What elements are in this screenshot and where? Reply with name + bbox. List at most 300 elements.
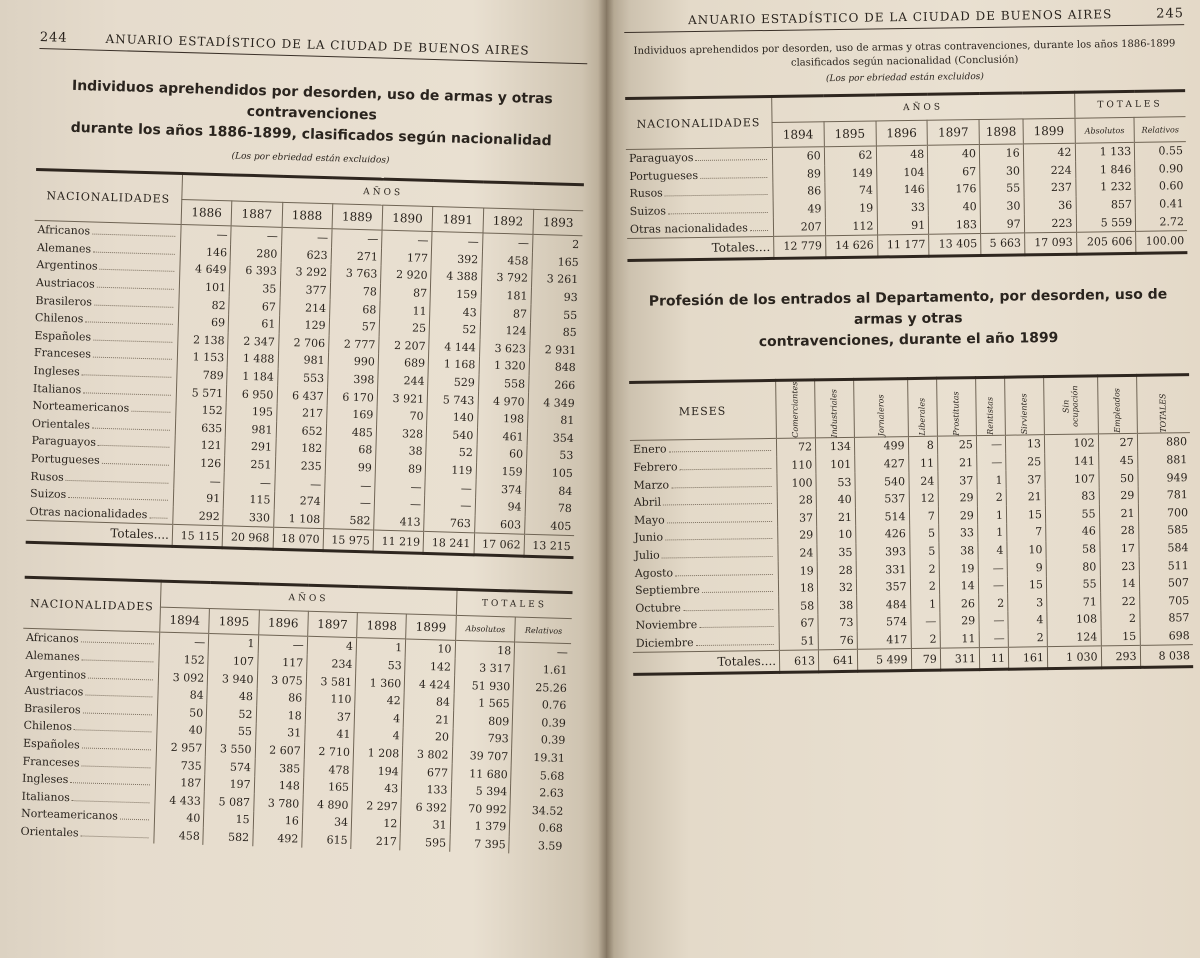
row-label-text: Otras nacionalidades <box>629 220 748 236</box>
row-label-text: Suizos <box>629 204 667 219</box>
cell-value: 29 <box>940 612 979 630</box>
cell-value: 5 <box>909 525 938 543</box>
cell-value: 2 706 <box>278 333 329 352</box>
year-header-1886: 1886 <box>181 200 232 226</box>
cell-value: — <box>258 635 308 654</box>
cell-value: 37 <box>1006 470 1045 488</box>
cell-value: 176 <box>928 180 980 198</box>
cell-value: 1 232 <box>1075 178 1135 196</box>
cell-value: 71 <box>1047 593 1101 611</box>
row-label-text: Franceses <box>33 346 92 362</box>
left-title-line1: Individuos aprehendidos por desorden, uso de armas y otras contravenciones <box>71 77 553 124</box>
cell-value: 458 <box>154 826 204 845</box>
row-label <box>17 822 154 843</box>
cell-value: — <box>375 477 426 496</box>
total-value: 5 663 <box>981 233 1025 256</box>
cell-value: 89 <box>773 165 825 183</box>
cell-value: 2 607 <box>255 741 305 760</box>
cell-value: 223 <box>1024 214 1076 233</box>
cell-value: 5 <box>909 542 938 560</box>
cell-value: — <box>174 471 225 490</box>
cell-value: 18 <box>256 706 306 725</box>
total-value: 161 <box>1008 647 1047 670</box>
cell-value: 3.59 <box>509 836 566 855</box>
right-note: (Los por ebriedad están excluidos) <box>825 71 984 85</box>
right-page-number: 245 <box>1156 6 1185 22</box>
total-value: 18 070 <box>273 527 324 550</box>
cell-value: 981 <box>278 351 329 370</box>
cell-value: 3 581 <box>306 672 356 691</box>
cell-value: 3 317 <box>454 659 514 678</box>
cell-value: — <box>514 642 571 662</box>
cell-value: 23 <box>1100 557 1139 575</box>
cell-value: 584 <box>1138 539 1191 557</box>
cell-value: 40 <box>928 198 980 216</box>
cell-value: 949 <box>1137 468 1190 486</box>
cell-value: 85 <box>530 323 580 342</box>
month-label-text: Septiembre <box>634 583 700 598</box>
cell-value: 2 <box>1100 610 1139 628</box>
cell-value: — <box>432 232 483 251</box>
row-label-text: Italianos <box>21 789 71 804</box>
cell-value: 58 <box>779 597 818 615</box>
column-header <box>815 379 855 438</box>
row-label-text: Norteamericanos <box>20 807 119 823</box>
cell-value: 478 <box>304 760 354 779</box>
cell-value: 84 <box>158 685 208 704</box>
total-value: 12 779 <box>774 236 826 259</box>
left-title-line2: durante los años 1886-1899, clasificados según nacionalidad <box>70 119 552 150</box>
row-label-text: Alemanes <box>36 240 92 256</box>
cell-value: 68 <box>325 440 376 459</box>
cell-value: 540 <box>855 472 909 490</box>
cell-value: 29 <box>778 526 817 544</box>
cell-value: 385 <box>254 759 304 778</box>
cell-value: 0.39 <box>512 731 569 750</box>
cell-value: 124 <box>1047 628 1101 647</box>
cell-value: 2 777 <box>328 335 379 354</box>
cell-value: 83 <box>1045 487 1099 505</box>
column-header-text: Comerciantes <box>790 381 801 438</box>
cell-value: 58 <box>1046 540 1100 558</box>
cell-value: 1 360 <box>355 673 405 692</box>
cell-value: 80 <box>1046 558 1100 576</box>
cell-value: 35 <box>817 543 856 561</box>
cell-value: 105 <box>526 463 576 482</box>
cell-value: 2 <box>911 630 940 649</box>
row-label <box>627 201 774 221</box>
cell-value: 6 392 <box>401 798 451 817</box>
cell-value: 68 <box>329 300 380 319</box>
cell-value: 217 <box>276 404 327 423</box>
cell-value: 126 <box>174 454 225 473</box>
cell-value: 38 <box>376 442 427 461</box>
cell-value: 405 <box>524 516 574 535</box>
cell-value: 809 <box>453 711 513 730</box>
cell-value: — <box>159 632 209 651</box>
cell-value: 0.76 <box>513 695 570 714</box>
cell-value: — <box>978 577 1007 595</box>
cell-value: 43 <box>352 779 402 798</box>
month-label-text: Abril <box>633 495 662 510</box>
total-value: 1 030 <box>1047 646 1101 669</box>
cell-value: 41 <box>305 725 355 744</box>
cell-value: 2 <box>1008 629 1047 648</box>
cell-value: 107 <box>1045 470 1099 488</box>
cell-value: 33 <box>877 199 929 217</box>
year-header-1893: 1893 <box>533 209 583 235</box>
left-running-title: ANUARIO ESTADÍSTICO DE LA CIUDAD DE BUENOS AIRES <box>105 31 530 58</box>
cell-value: 67 <box>928 163 980 181</box>
cell-value: 4 <box>307 636 357 655</box>
cell-value: 29 <box>938 507 977 525</box>
cell-value: 689 <box>378 354 429 373</box>
cell-value: 28 <box>1099 522 1138 540</box>
row-label-text: Paraguayos <box>31 434 97 450</box>
cell-value: 2.63 <box>510 783 567 802</box>
cell-value: 3 550 <box>206 740 256 759</box>
cell-value: 55 <box>206 722 256 741</box>
cell-value: 182 <box>275 439 326 458</box>
cell-value: 24 <box>778 544 817 562</box>
month-label-text: Marzo <box>633 477 670 492</box>
month-label <box>632 580 779 600</box>
cell-value: 14 <box>1100 575 1139 593</box>
years-group-header-3: AÑOS <box>772 92 1075 122</box>
month-label <box>630 474 777 494</box>
cell-value: 540 <box>426 425 477 444</box>
cell-value: — <box>976 435 1005 454</box>
cell-value: 40 <box>157 721 207 740</box>
cell-value: 67 <box>779 614 818 632</box>
cell-value: 458 <box>482 251 533 270</box>
cell-value: 61 <box>228 314 279 333</box>
month-label-text: Mayo <box>633 513 665 527</box>
cell-value: 3 802 <box>403 745 453 764</box>
profession-table-1899 <box>629 373 1193 676</box>
cell-value: 574 <box>857 613 911 631</box>
cell-value: 377 <box>280 281 331 300</box>
cell-value: 25 <box>937 436 976 455</box>
cell-value: — <box>382 230 433 249</box>
right-running-head <box>624 6 1184 33</box>
cell-value: 198 <box>477 409 528 428</box>
cell-value: 266 <box>528 376 578 395</box>
cell-value: 11 <box>380 301 431 320</box>
cell-value: 149 <box>824 164 876 182</box>
cell-value: 15 <box>204 810 254 829</box>
cell-value: 121 <box>175 436 226 455</box>
cell-value: 417 <box>857 631 911 650</box>
column-header <box>776 380 816 439</box>
cell-value: 21 <box>403 710 453 729</box>
total-value: 15 115 <box>172 524 223 547</box>
cell-value: 48 <box>207 687 257 706</box>
years-group-header: AÑOS <box>182 174 584 211</box>
column-header <box>854 379 908 438</box>
cell-value: 292 <box>173 506 224 525</box>
cell-value: 100 <box>777 474 816 492</box>
cell-value: 70 <box>377 406 428 425</box>
cell-value: 3 261 <box>531 270 581 289</box>
cell-value: 187 <box>155 773 205 792</box>
column-header-text: Jornaleros <box>876 394 886 437</box>
cell-value: 585 <box>1138 521 1191 539</box>
cell-value: 70 992 <box>450 799 510 818</box>
cell-value: 21 <box>816 508 855 526</box>
row-label-text: Orientales <box>20 824 79 840</box>
cell-value: 102 <box>1044 434 1098 453</box>
column-header-text: Prostitutas <box>951 391 962 436</box>
total-value: 13 215 <box>524 534 574 557</box>
cell-value: 274 <box>274 492 325 511</box>
cell-value: 37 <box>777 509 816 527</box>
row-label-text: Portugueses <box>30 451 100 467</box>
cell-value: 197 <box>205 775 255 794</box>
cell-value: 392 <box>431 250 482 269</box>
cell-value: 115 <box>223 490 274 509</box>
cell-value: 0.41 <box>1135 195 1186 213</box>
cell-value: 21 <box>1006 488 1045 506</box>
cell-value: 42 <box>355 691 405 710</box>
cell-value: 582 <box>203 828 253 847</box>
cell-value: 91 <box>173 489 224 508</box>
year-header-1899: 1899 <box>406 614 456 640</box>
right-running-title: ANUARIO ESTADÍSTICO DE LA CIUDAD DE BUENOS AIRES <box>687 7 1113 28</box>
cell-value: 25 <box>1006 453 1045 471</box>
month-label <box>631 492 778 512</box>
cell-value: 4 <box>354 726 404 745</box>
cell-value: 165 <box>303 777 353 796</box>
cell-value: 194 <box>353 761 403 780</box>
left-page-content <box>17 30 587 855</box>
cell-value: 4 649 <box>180 260 231 279</box>
cell-value: 677 <box>402 763 452 782</box>
row-label-text: Españoles <box>34 328 92 344</box>
cell-value: 60 <box>476 444 527 463</box>
cell-value: — <box>424 496 475 515</box>
cell-value: 328 <box>376 424 427 443</box>
left-table-title <box>37 75 587 153</box>
cell-value: — <box>979 612 1008 630</box>
cell-value: 129 <box>279 316 330 335</box>
column-header <box>1044 376 1098 435</box>
cell-value: 5 743 <box>427 390 478 409</box>
cell-value: 1 <box>356 638 406 657</box>
cell-value: 55 <box>980 180 1024 198</box>
cell-value: 6 393 <box>230 262 281 281</box>
column-header <box>936 378 976 437</box>
cell-value: 34 <box>302 813 352 832</box>
cell-value: 14 <box>939 577 978 595</box>
cell-value: 763 <box>424 513 475 532</box>
cell-value: 82 <box>179 295 230 314</box>
cell-value: 15 <box>1007 576 1046 594</box>
month-label-text: Julio <box>634 548 660 562</box>
cell-value: 857 <box>1139 609 1192 627</box>
cell-value: 426 <box>856 525 910 543</box>
cell-value: 84 <box>404 692 454 711</box>
cell-value: 146 <box>180 243 231 262</box>
cell-value: 74 <box>825 182 877 200</box>
absolutos-header: Absolutos <box>1075 117 1135 143</box>
column-header-text: Sirvientes <box>1019 393 1030 435</box>
row-label-text: Españoles <box>22 736 80 752</box>
row-label-text: Franceses <box>22 754 80 769</box>
cell-value: 53 <box>356 656 406 675</box>
cell-value: 119 <box>425 461 476 480</box>
cell-value: 3 792 <box>481 269 532 288</box>
row-label-text: Austriacos <box>24 684 84 699</box>
right-page-content <box>624 6 1193 676</box>
cell-value: 25.26 <box>513 678 570 697</box>
cell-value: 3 940 <box>207 669 257 688</box>
row-label-text: Paraguayos <box>628 151 694 166</box>
cell-value: — <box>324 493 375 512</box>
row-label <box>627 218 774 238</box>
cell-value: 1 208 <box>353 744 403 763</box>
cell-value: 1 <box>208 634 258 653</box>
column-header <box>907 378 937 437</box>
cell-value: 50 <box>157 703 207 722</box>
cell-value: 13 <box>1005 435 1044 454</box>
row-label <box>626 166 773 186</box>
cell-value: 38 <box>818 596 857 614</box>
totals-group-header-2: TOTALES <box>456 589 573 618</box>
cell-value: 789 <box>177 366 228 385</box>
cell-value: 183 <box>929 215 981 234</box>
nationalities-header-2: NACIONALIDADES <box>23 577 161 632</box>
cell-value: 484 <box>857 595 911 613</box>
year-header-1895: 1895 <box>209 609 259 635</box>
left-running-head <box>39 30 587 64</box>
cell-value: 595 <box>400 833 450 852</box>
cell-value: 148 <box>254 776 304 795</box>
row-label <box>626 183 773 203</box>
cell-value: — <box>281 227 332 246</box>
cell-value: 7 <box>1007 523 1046 541</box>
cell-value: 291 <box>225 437 276 456</box>
cell-value: 40 <box>816 491 855 509</box>
cell-value: 26 <box>939 595 978 613</box>
nationalities-header: NACIONALIDADES <box>35 169 183 224</box>
cell-value: 181 <box>481 286 532 305</box>
cell-value: 51 <box>779 632 818 651</box>
year-header-1894: 1894 <box>772 122 824 148</box>
cell-value: 40 <box>154 809 204 828</box>
cell-value: 101 <box>179 278 230 297</box>
row-label-text: Rusos <box>30 469 64 484</box>
year-header-1891: 1891 <box>432 207 483 233</box>
cell-value: 2 <box>532 234 582 253</box>
cell-value: 1 320 <box>479 357 530 376</box>
row-label-text: Suizos <box>29 487 67 502</box>
cell-value: 133 <box>402 780 452 799</box>
cell-value: 62 <box>824 146 876 165</box>
total-value: 15 975 <box>323 529 374 552</box>
cell-value: 15 <box>1006 506 1045 524</box>
cell-value: 1 133 <box>1075 142 1135 161</box>
cell-value: 235 <box>275 456 326 475</box>
cell-value: 485 <box>326 423 377 442</box>
cell-value: 49 <box>773 200 825 218</box>
cell-value: 2 920 <box>381 266 432 285</box>
cell-value: 0.90 <box>1135 160 1186 178</box>
cell-value: 623 <box>281 245 332 264</box>
cell-value: 705 <box>1139 592 1192 610</box>
total-value: 100.00 <box>1136 231 1188 254</box>
cell-value: 207 <box>773 218 825 237</box>
cell-value: 46 <box>1046 522 1100 540</box>
cell-value: 52 <box>426 443 477 462</box>
cell-value: 848 <box>529 358 579 377</box>
cell-value: 529 <box>428 373 479 392</box>
cell-value: 2 <box>978 594 1007 612</box>
row-label-text: Italianos <box>32 381 82 396</box>
left-note: (Los por ebriedad están excluidos) <box>231 151 390 166</box>
cell-value: 57 <box>329 317 380 336</box>
cell-value: 4 <box>1008 611 1047 629</box>
cell-value: 4 890 <box>303 795 353 814</box>
cell-value: 398 <box>327 370 378 389</box>
cell-value: 214 <box>279 298 330 317</box>
cell-value: 18 <box>455 640 515 660</box>
cell-value: 50 <box>1098 469 1137 487</box>
cell-value: 60 <box>772 147 824 166</box>
cell-value: 33 <box>938 524 977 542</box>
cell-value: 2.72 <box>1136 213 1187 232</box>
cell-value: 107 <box>208 652 258 671</box>
row-label-text: Africanos <box>37 223 91 238</box>
cell-value: 76 <box>818 631 857 650</box>
cell-value: 880 <box>1137 433 1190 452</box>
cell-value: 4 970 <box>478 392 529 411</box>
row-label-text: Portugueses <box>629 168 699 183</box>
cell-value: 1 184 <box>227 367 278 386</box>
cell-value: 244 <box>378 371 429 390</box>
left-page-number: 244 <box>39 30 68 46</box>
cell-value: 25 <box>379 319 430 338</box>
cell-value: 86 <box>256 688 306 707</box>
cell-value: 700 <box>1138 504 1191 522</box>
cell-value: 87 <box>380 283 431 302</box>
total-value: 79 <box>911 648 941 670</box>
column-header-text: TOTALES <box>1158 393 1169 433</box>
cell-value: 152 <box>159 650 209 669</box>
cell-value: 94 <box>475 497 526 516</box>
cell-value: 280 <box>230 244 281 263</box>
cell-value: 19 <box>778 562 817 580</box>
cell-value: 3 092 <box>158 668 208 687</box>
cell-value: 507 <box>1139 574 1192 592</box>
cell-value: 30 <box>980 197 1024 215</box>
cell-value: 134 <box>815 437 854 456</box>
cell-value: 553 <box>277 369 328 388</box>
cell-value: 10 <box>405 639 455 658</box>
cell-value: 142 <box>405 657 455 676</box>
cell-value: 224 <box>1023 161 1075 179</box>
column-header <box>1005 377 1045 436</box>
cell-value: 615 <box>302 830 352 849</box>
row-label-text: Rusos <box>629 186 663 201</box>
column-header-text: Industriales <box>829 388 840 438</box>
cell-value: 40 <box>928 145 980 164</box>
month-label <box>630 457 777 477</box>
cell-value: 81 <box>527 411 577 430</box>
years-group-header-2: AÑOS <box>160 581 456 615</box>
cell-value: 73 <box>818 614 857 632</box>
cell-value: 39 707 <box>452 746 512 765</box>
